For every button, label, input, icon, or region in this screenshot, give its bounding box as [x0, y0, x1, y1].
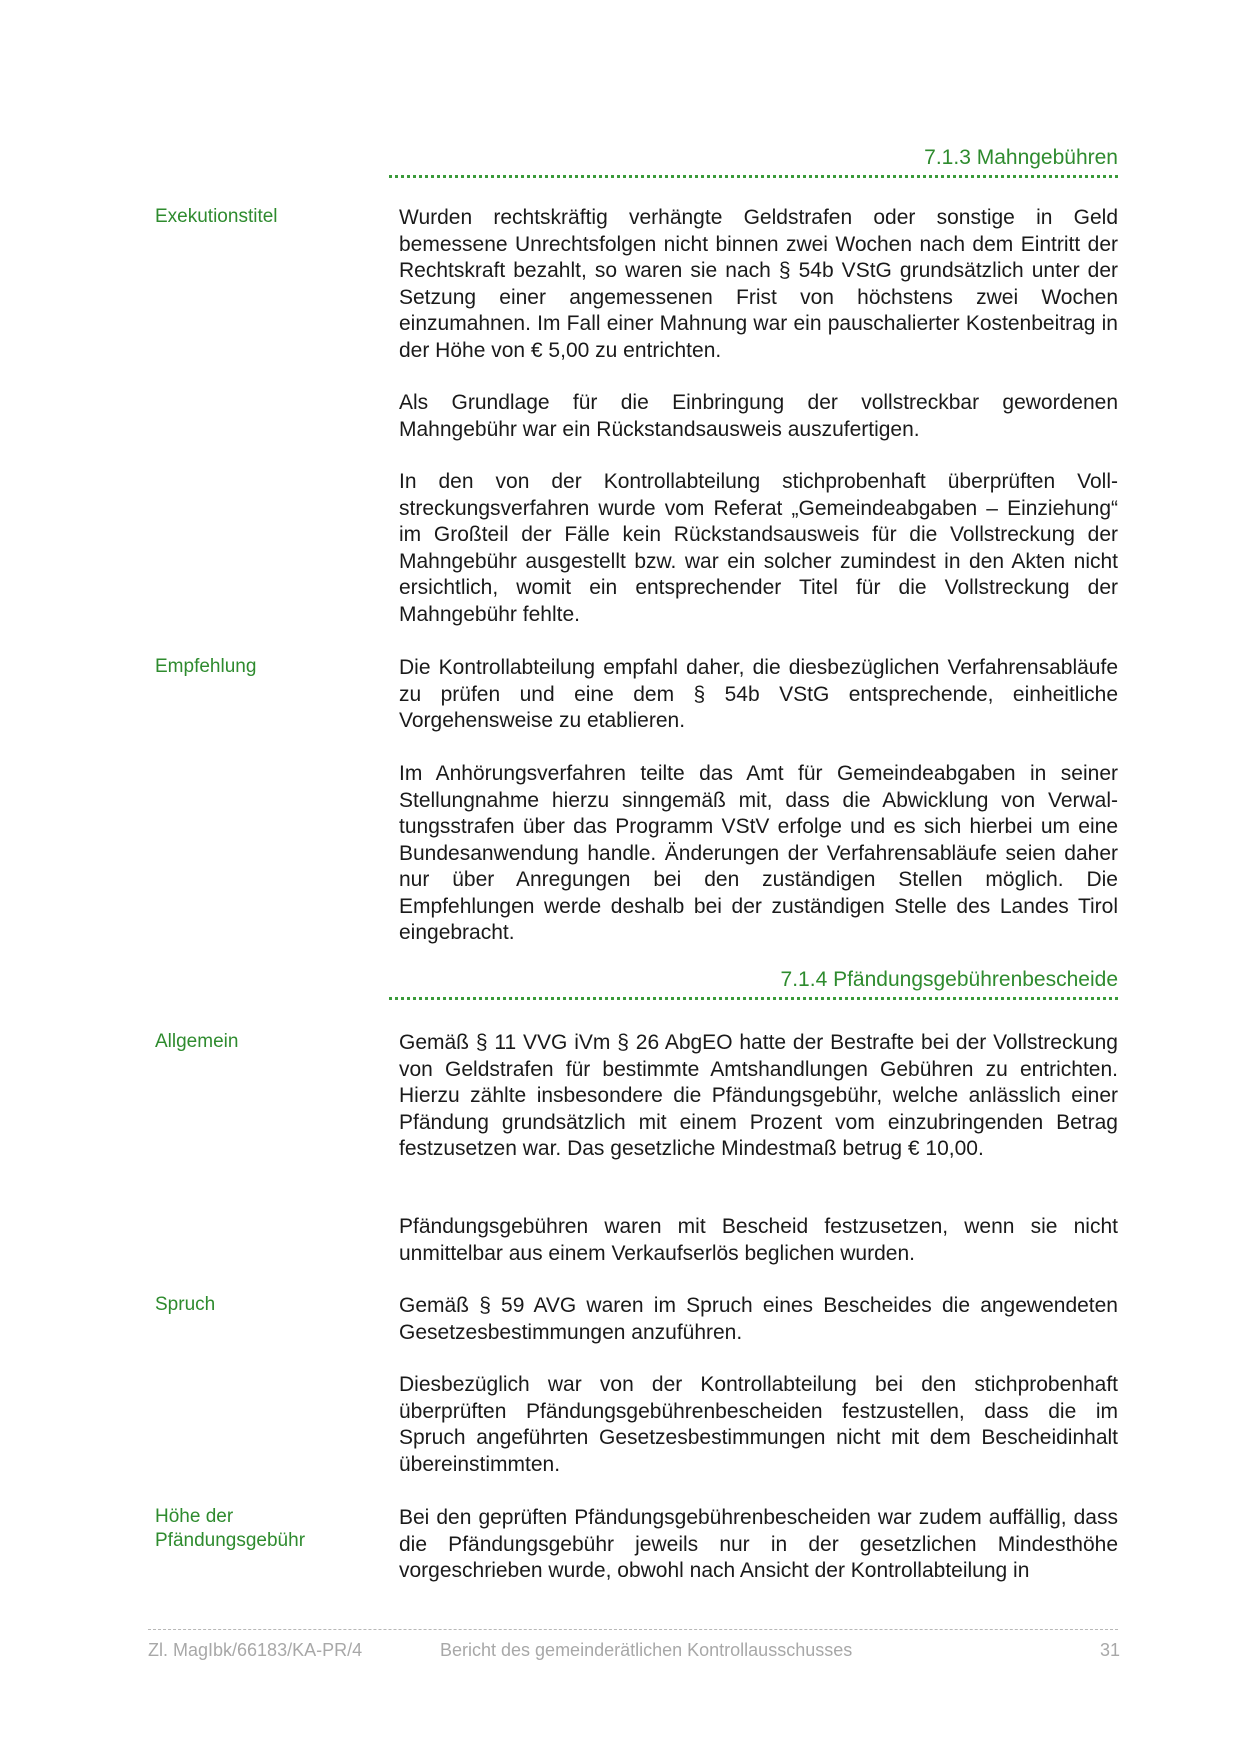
margin-label-hoehe-line1: Höhe der	[155, 1506, 234, 1527]
paragraph-rueckstandsausweis: Als Grundlage für die Einbringung der vollstreckbar gewordenen Mahngebühr war ein Rückstandsausweis auszufertigen.	[399, 391, 1118, 441]
footer-report-title: Bericht des gemeinderätlichen Kontrollausschusses	[440, 1640, 853, 1660]
footer-page-number: 31	[1099, 1640, 1120, 1660]
paragraph-anhoerungsverfahren: Im Anhörungsverfahren teilte das Amt für Gemeindeabgaben in seiner Stellungnahme hierzu sinngemäß mit, dass die Abwicklung von Verwaltungsstrafen über das Programm VStV erfolge und es sich hierbei um eine Bundesanwendung handle. Änderungen der Verfahrensabläufe seien daher nur über Anregungen bei den zuständigen Stellen möglich. Die Empfehlungen werde deshalb bei der zuständigen Stelle des Landes Tirol eingebracht.	[399, 762, 1118, 944]
paragraph-spruch-feststellung: Diesbezüglich war von der Kontrollabteilung bei den stichprobenhaft überprüften Pfändungsgebührenbescheiden festzustellen, dass die im Spruch angeführten Gesetzesbestimmungen nicht mit dem Bescheidinhalt übereinstimmten.	[399, 1373, 1118, 1476]
paragraph-hoehe-pfaendungsgebuehr: Bei den geprüften Pfändungsgebührenbescheiden war zudem auffällig, dass die Pfändungsgebühr jeweils nur in der gesetzlichen Mindesthöhe vorgeschrieben wurde, obwohl nach Ansicht der Kontrollabteilung in	[399, 1506, 1118, 1582]
margin-label-empfehlung: Empfehlung	[155, 656, 257, 677]
paragraph-spruch-avg: Gemäß § 59 AVG waren im Spruch eines Bescheides die angewendeten Gesetzesbestimmungen anzuführen.	[399, 1294, 1118, 1344]
margin-label-spruch: Spruch	[155, 1294, 216, 1315]
paragraph-empfehlung: Die Kontrollabteilung empfahl daher, die diesbezüglichen Verfahrensabläufe zu prüfen und eine dem § 54b VStG entsprechende, einheitliche Vorgehensweise zu etablieren.	[399, 656, 1118, 732]
margin-label-exekutionstitel: Exekutionstitel	[155, 206, 278, 227]
paragraph-mahnung-frist: Wurden rechtskräftig verhängte Geldstrafen oder sonstige in Geld bemessene Unrechtsfolgen nicht binnen zwei Wochen nach dem Eintritt der Rechtskraft bezahlt, so waren sie nach § 54b VStG grundsätzlich unter der Setzung einer angemessenen Frist von höchstens zwei Wochen einzumahnen. Im Fall einer Mahnung war ein pauschalierter Kostenbeitrag in der Höhe von € 5,00 zu entrichten.	[399, 206, 1118, 362]
paragraph-bescheid-festsetzung: Pfändungsgebühren waren mit Bescheid festzusetzen, wenn sie nicht unmittelbar aus einem Verkaufserlös beglichen wurden.	[399, 1215, 1118, 1265]
section-heading-7-1-3: 7.1.3 Mahngebühren	[389, 145, 1118, 178]
margin-label-hoehe-line2: Pfändungsgebühr	[155, 1530, 306, 1551]
section-heading-7-1-4: 7.1.4 Pfändungsgebührenbescheide	[389, 967, 1118, 1000]
paragraph-stichprobe-mahngebuehr: In den von der Kontrollabteilung stichprobenhaft überprüften Vollstreckungsverfahren wurde vom Referat „Gemeindeabgaben – Einziehung“ im Großteil der Fälle kein Rückstandsausweis für die Vollstreckung der Mahngebühr ausgestellt bzw. war ein solcher zumindest in den Akten nicht ersichtlich, womit ein entsprechender Titel für die Vollstreckung der Mahngebühr fehlte.	[399, 470, 1118, 626]
footer-divider	[148, 1629, 1118, 1630]
footer-reference: Zl. MagIbk/66183/KA-PR/4	[148, 1640, 363, 1660]
paragraph-pfaendungsgebuehr-allgemein: Gemäß § 11 VVG iVm § 26 AbgEO hatte der Bestrafte bei der Vollstreckung von Geldstrafen für bestimmte Amtshandlungen Gebühren zu entrichten. Hierzu zählte insbesondere die Pfändungsgebühr, welche anlässlich einer Pfändung grundsätzlich mit einem Prozent vom einzubringenden Betrag festzusetzen war. Das gesetzliche Mindestmaß betrug € 10,00.	[399, 1031, 1118, 1160]
margin-label-allgemein: Allgemein	[155, 1031, 239, 1052]
margin-label-hoehe	[155, 1505, 365, 1553]
